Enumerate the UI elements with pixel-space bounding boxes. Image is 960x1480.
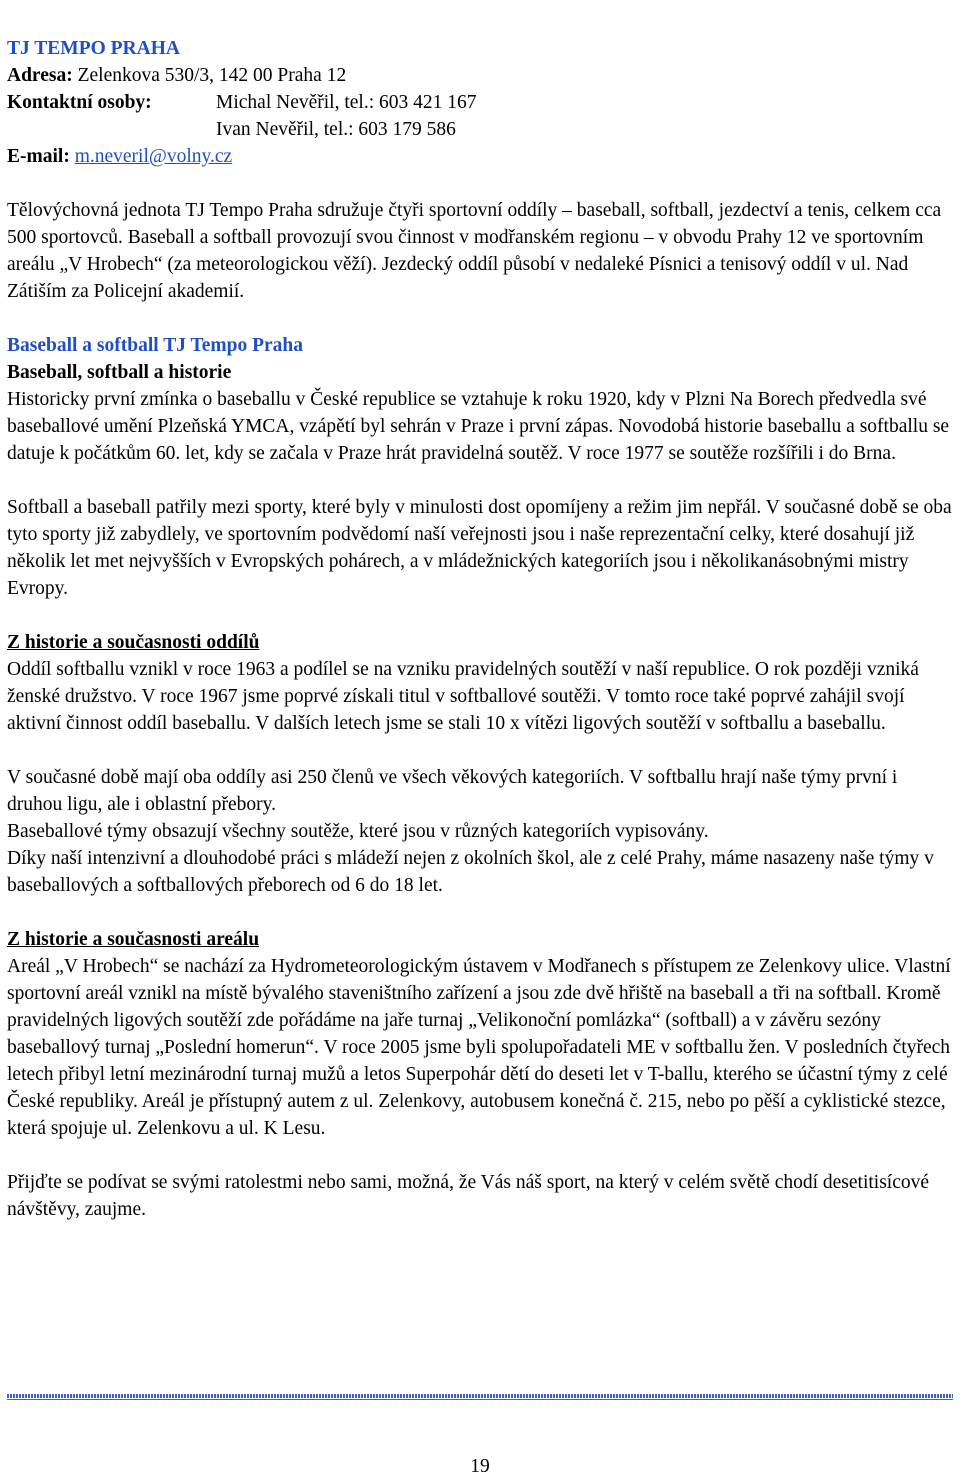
spacer xyxy=(7,602,952,629)
venue-paragraph-1: Areál „V Hrobech“ se nachází za Hydrometeorologickým ústavem v Modřanech s přístupem ze Zelenkovy ulice. Vlastní sportovní areál vznikl na místě bývalého staveništního zařízení a jsou zde dvě hřiště na baseball a tři na softball. Kromě pravidelných ligových soutěží zde pořádáme na jaře turnaj „Velikonoční pomlázka“ (softball) a v závěru sezóny baseballový turnaj „Poslední homerun“. V roce 2005 jsme byli spolupořadateli ME v softballu žen. V posledních čtyřech letech přibyl letní mezinárodní turnaj mužů a letos Superpohár dětí do deseti let v T-ballu, kterého se účastní týmy z celé České republiky. Areál je přístupný autem z ul. Zelenkovy, autobusem konečná č. 215, nebo po pěší a cyklistické stezce, která spojuje ul. Zelenkovu a ul. K Lesu. xyxy=(7,956,951,1139)
contact-person-1: Michal Nevěřil, tel.: 603 421 167 xyxy=(216,92,477,113)
intro-paragraph: Tělovýchovná jednota TJ Tempo Praha sdružuje čtyři sportovní oddíly – baseball, softball, jezdectví a tenis, celkem cca 500 sportovců. Baseball a softball provozují svou činnost v modřanském regionu – v obvodu Prahy 12 ve sportovním areálu „V Hrobech“ (za meteorologickou věží). Jezdecký oddíl působí v nedaleké Písnici a tenisový oddíl v ul. Nad Zátiším za Policejní akademií. xyxy=(7,200,942,302)
document-page xyxy=(7,35,952,1223)
clubs-paragraph-2: V současné době mají oba oddíly asi 250 členů ve všech věkových kategoriích. V softballu hrají naše týmy první i druhou ligu, ale i oblastní přebory. xyxy=(7,767,898,815)
spacer xyxy=(7,170,952,197)
contacts-label: Kontaktní osoby: xyxy=(7,92,152,113)
spacer xyxy=(7,737,952,764)
contact-person-2: Ivan Nevěřil, tel.: 603 179 586 xyxy=(216,119,456,140)
section-title: Baseball a softball TJ Tempo Praha xyxy=(7,335,303,356)
contacts-line-1 xyxy=(7,89,952,116)
spacer xyxy=(7,899,952,926)
address-line xyxy=(7,62,952,89)
address-label: Adresa: xyxy=(7,65,73,86)
history-paragraph-1: Historicky první zmínka o baseballu v České republice se vztahuje k roku 1920, kdy v Plzni Na Borech předvedla své baseballové umění Plzeňská YMCA, vzápětí byl sehrán v Praze i první zápas. Novodobá historie baseballu a softballu se datuje k počátkům 60. let, kdy se začala v Praze hrát pravidelná soutěž. V roce 1977 se soutěže rozšířili i do Brna. xyxy=(7,389,950,464)
clubs-paragraph-3: Baseballové týmy obsazují všechny soutěže, které jsou v různých kategoriích vypisovány. xyxy=(7,821,709,842)
email-line xyxy=(7,143,952,170)
clubs-paragraph-1: Oddíl softballu vznikl v roce 1963 a podílel se na vzniku pravidelných soutěží v naší republice. O rok později vzniká ženské družstvo. V roce 1967 jsme poprvé získali titul v softballové soutěži. V tomto roce také poprvé zahájil svojí aktivní činnost oddíl baseballu. V dalších letech jsme se stali 10 x vítězi ligových soutěží v softballu a baseballu. xyxy=(7,659,919,734)
email-label: E-mail: xyxy=(7,146,70,167)
page-number: 19 xyxy=(470,1456,490,1477)
spacer xyxy=(7,1142,952,1169)
address-value: Zelenkova 530/3, 142 00 Praha 12 xyxy=(77,65,347,86)
footer-divider-line xyxy=(7,1399,953,1400)
clubs-heading: Z historie a současnosti oddílů xyxy=(7,632,260,653)
spacer xyxy=(7,305,952,332)
venue-heading: Z historie a současnosti areálu xyxy=(7,929,260,950)
history-paragraph-2: Softball a baseball patřily mezi sporty, které byly v minulosti dost opomíjeny a režim jim nepřál. V současné době se oba tyto sporty již zabydlely, ve sportovním podvědomí naší veřejnosti jsou i naše reprezentační celky, které dosahují již několik let met nejvyšších v Evropských pohárech, a v mládežnických kategoriích jsou i několikanásobnými mistry Evropy. xyxy=(7,497,952,599)
venue-paragraph-2: Přijďte se podívat se svými ratolestmi nebo sami, možná, že Vás náš sport, na který v celém světě chodí desetitisícové návštěvy, zaujme. xyxy=(7,1172,930,1220)
spacer xyxy=(7,467,952,494)
org-name: TJ TEMPO PRAHA xyxy=(7,38,180,59)
email-link[interactable]: m.neveril@volny.cz xyxy=(74,146,233,167)
section-subtitle: Baseball, softball a historie xyxy=(7,362,232,383)
clubs-paragraph-4: Díky naší intenzivní a dlouhodobé práci s mládeží nejen z okolních škol, ale z celé Prahy, máme nasazeny naše týmy v baseballových a softballových přeborech od 6 do 18 let. xyxy=(7,848,934,896)
contacts-line-2 xyxy=(7,116,952,143)
footer-divider xyxy=(7,1394,953,1398)
